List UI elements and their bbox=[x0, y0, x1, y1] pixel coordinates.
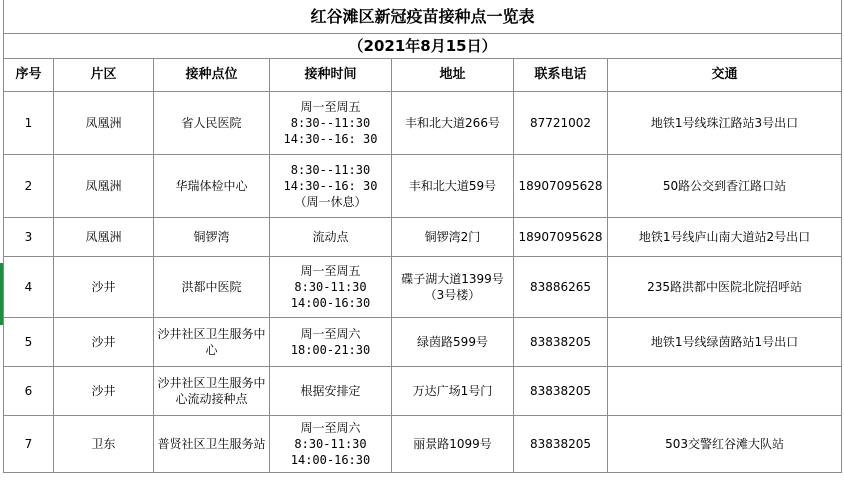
cell-time[interactable] bbox=[270, 367, 392, 416]
table-row bbox=[4, 218, 842, 257]
cell-no[interactable]: 4 bbox=[4, 257, 54, 318]
cell-site[interactable]: 华瑞体检中心 bbox=[154, 155, 270, 218]
time-line: 8:30-11:30 bbox=[294, 280, 367, 294]
header-no[interactable]: 序号 bbox=[4, 59, 54, 92]
cell-transport[interactable]: 地铁1号线珠江路站3号出口 bbox=[608, 92, 842, 155]
table-date: （2021年8月15日） bbox=[4, 34, 842, 59]
time-line: 8:30-11:30 bbox=[294, 437, 367, 451]
cell-address[interactable]: 万达广场1号门 bbox=[392, 367, 514, 416]
cell-site[interactable]: 沙井社区卫生服务中心流动接种点 bbox=[154, 367, 270, 416]
time-line: 14:00-16:30 bbox=[290, 453, 371, 467]
cell-area[interactable]: 凤凰洲 bbox=[54, 92, 154, 155]
table-row bbox=[4, 92, 842, 155]
time-line: 周一至周六 bbox=[300, 421, 361, 435]
cell-transport[interactable]: 503交警红谷滩大队站 bbox=[608, 416, 842, 473]
cell-time[interactable] bbox=[270, 257, 392, 318]
table-row bbox=[4, 257, 842, 318]
header-phone[interactable]: 联系电话 bbox=[514, 59, 608, 92]
cell-area[interactable]: 凤凰洲 bbox=[54, 218, 154, 257]
cell-no[interactable]: 2 bbox=[4, 155, 54, 218]
cell-transport[interactable] bbox=[608, 367, 842, 416]
time-line: 根据安排定 bbox=[300, 384, 361, 398]
cell-area[interactable]: 沙井 bbox=[54, 318, 154, 367]
header-site[interactable]: 接种点位 bbox=[154, 59, 270, 92]
cell-no[interactable]: 3 bbox=[4, 218, 54, 257]
cell-no[interactable]: 1 bbox=[4, 92, 54, 155]
table-row bbox=[4, 367, 842, 416]
table-row bbox=[4, 155, 842, 218]
cell-site[interactable]: 普贤社区卫生服务站 bbox=[154, 416, 270, 473]
cell-transport[interactable]: 50路公交到香江路口站 bbox=[608, 155, 842, 218]
cell-address[interactable]: 丰和北大道266号 bbox=[392, 92, 514, 155]
cell-time[interactable] bbox=[270, 318, 392, 367]
cell-area[interactable]: 凤凰洲 bbox=[54, 155, 154, 218]
cell-address[interactable]: 绿茵路599号 bbox=[392, 318, 514, 367]
cell-address[interactable]: 丰和北大道59号 bbox=[392, 155, 514, 218]
time-line: 8:30--11:30 bbox=[290, 116, 371, 130]
cell-transport[interactable]: 地铁1号线绿茵路站1号出口 bbox=[608, 318, 842, 367]
cell-area[interactable]: 卫东 bbox=[54, 416, 154, 473]
header-time[interactable]: 接种时间 bbox=[270, 59, 392, 92]
cell-address[interactable]: 碟子湖大道1399号（3号楼） bbox=[392, 257, 514, 318]
cell-site[interactable]: 省人民医院 bbox=[154, 92, 270, 155]
cell-phone[interactable]: 83886265 bbox=[514, 257, 608, 318]
cell-phone[interactable]: 18907095628 bbox=[514, 155, 608, 218]
time-line: 8:30--11:30 bbox=[290, 163, 371, 177]
cell-phone[interactable]: 18907095628 bbox=[514, 218, 608, 257]
table-row bbox=[4, 416, 842, 473]
cell-site[interactable]: 沙井社区卫生服务中心 bbox=[154, 318, 270, 367]
header-address[interactable]: 地址 bbox=[392, 59, 514, 92]
cell-site[interactable]: 铜锣湾 bbox=[154, 218, 270, 257]
time-line: 流动点 bbox=[312, 230, 349, 244]
time-line: 周一至周六 bbox=[300, 327, 361, 341]
time-line: （周一休息） bbox=[294, 195, 367, 209]
cell-time[interactable] bbox=[270, 218, 392, 257]
cell-address[interactable]: 丽景路1099号 bbox=[392, 416, 514, 473]
cell-time[interactable] bbox=[270, 416, 392, 473]
time-line: 14:30--16: 30 bbox=[283, 132, 378, 146]
time-line: 周一至周五 bbox=[300, 100, 361, 114]
cell-phone[interactable]: 87721002 bbox=[514, 92, 608, 155]
cell-no[interactable]: 5 bbox=[4, 318, 54, 367]
time-line: 14:30--16: 30 bbox=[283, 179, 378, 193]
cell-transport[interactable]: 地铁1号线庐山南大道站2号出口 bbox=[608, 218, 842, 257]
cell-phone[interactable]: 83838205 bbox=[514, 416, 608, 473]
cell-address[interactable]: 铜锣湾2门 bbox=[392, 218, 514, 257]
cell-no[interactable]: 7 bbox=[4, 416, 54, 473]
time-line: 14:00-16:30 bbox=[290, 296, 371, 310]
cell-no[interactable]: 6 bbox=[4, 367, 54, 416]
cell-site[interactable]: 洪都中医院 bbox=[154, 257, 270, 318]
cell-area[interactable]: 沙井 bbox=[54, 367, 154, 416]
table-row bbox=[4, 318, 842, 367]
header-transport[interactable]: 交通 bbox=[608, 59, 842, 92]
cell-time[interactable] bbox=[270, 155, 392, 218]
header-area[interactable]: 片区 bbox=[54, 59, 154, 92]
cell-time[interactable] bbox=[270, 92, 392, 155]
vaccination-sites-table bbox=[3, 0, 842, 473]
cell-phone[interactable]: 83838205 bbox=[514, 318, 608, 367]
cell-area[interactable]: 沙井 bbox=[54, 257, 154, 318]
header-row bbox=[4, 59, 842, 92]
time-line: 18:00-21:30 bbox=[290, 343, 371, 357]
table-title: 红谷滩区新冠疫苗接种点一览表 bbox=[4, 0, 842, 34]
cell-transport[interactable]: 235路洪都中医院北院招呼站 bbox=[608, 257, 842, 318]
cell-phone[interactable]: 83838205 bbox=[514, 367, 608, 416]
time-line: 周一至周五 bbox=[300, 264, 361, 278]
